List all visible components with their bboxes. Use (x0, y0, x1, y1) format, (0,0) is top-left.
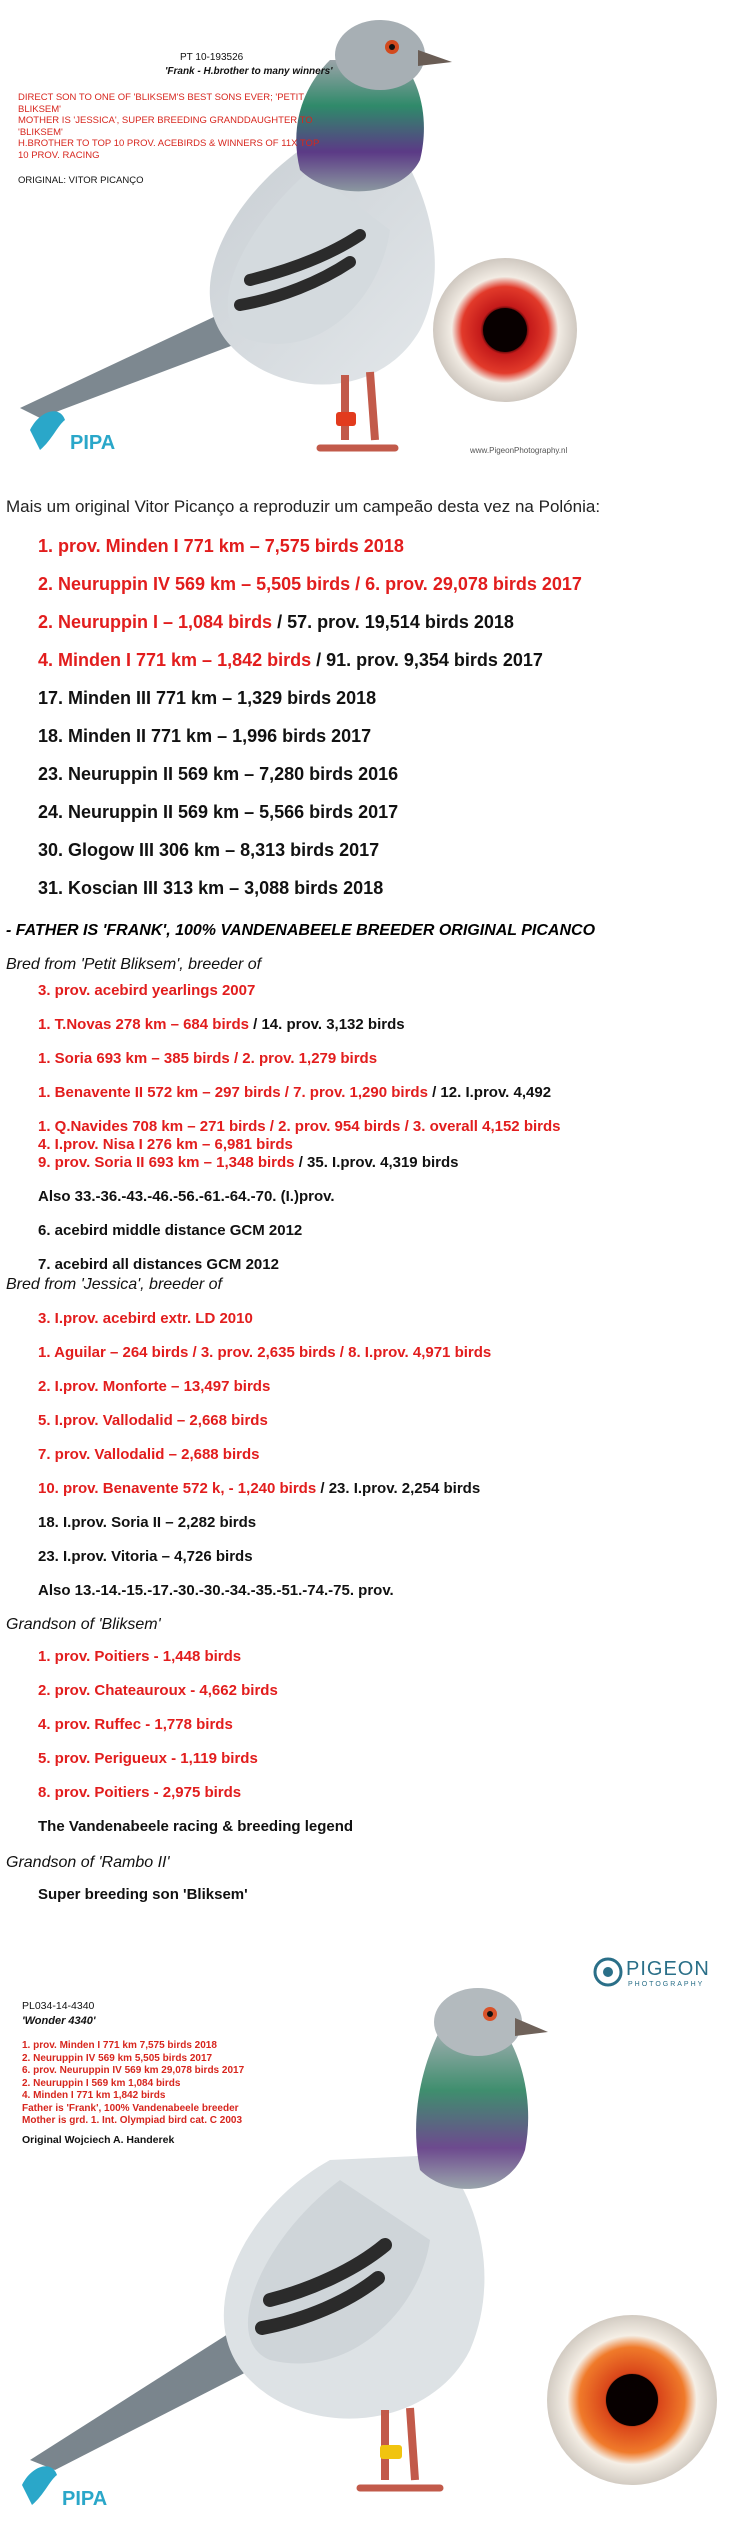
list-item (38, 1378, 491, 1412)
list-item (38, 1514, 491, 1548)
item-black: 6. acebird middle distance GCM 2012 (38, 1222, 303, 1239)
result-black: 18. Minden II 771 km – 1,996 birds 2017 (38, 726, 372, 746)
pigeon-illustration-2 (0, 1940, 750, 2521)
list-item (38, 1446, 491, 1480)
note-line: DIRECT SON TO ONE OF 'BLIKSEM'S BEST SONS EVER; 'PETIT (18, 92, 305, 103)
note-line: 10 PROV. RACING (18, 149, 100, 161)
list-item (38, 1716, 353, 1750)
brand-sub: PHOTOGRAPHY (628, 1981, 705, 1988)
list-item (38, 648, 582, 686)
list-item (38, 610, 582, 648)
item-red: 1. prov. Poitiers - 1,448 birds (38, 1648, 242, 1665)
note-line: 2. Neuruppin I 569 km 1,084 birds (22, 2077, 181, 2089)
original-breeder: Original Wojciech A. Handerek (22, 2134, 175, 2146)
item-red: 9. prov. Soria II 693 km – 1,348 birds (38, 1154, 295, 1171)
item-black: 7. acebird all distances GCM 2012 (38, 1256, 279, 1273)
item-red: 5. prov. Perigueux - 1,119 birds (38, 1750, 258, 1767)
section-heading: Bred from 'Jessica', breeder of (6, 1276, 222, 1293)
section-heading: Grandson of 'Bliksem' (6, 1616, 161, 1633)
result-black: / 91. prov. 9,354 birds 2017 (311, 650, 543, 670)
section-list-petit-bliksem (38, 982, 561, 1274)
list-item (38, 686, 582, 724)
note-line: Mother is grd. 1. Int. Olympiad bird cat. C 2003 (22, 2115, 243, 2126)
list-item (38, 1682, 353, 1716)
result-red: 2. Neuruppin IV 569 km – 5,505 birds / 6. prov. 29,078 birds 2017 (38, 574, 582, 594)
list-item (38, 1784, 353, 1818)
item-black: 23. I.prov. Vitoria – 4,726 birds (38, 1548, 253, 1565)
list-item (38, 762, 582, 800)
list-item (38, 1582, 491, 1616)
section-list-rambo (38, 1886, 248, 1920)
note-line: 'BLIKSEM' (18, 126, 63, 138)
item-red: 3. I.prov. acebird extr. LD 2010 (38, 1310, 253, 1327)
item-red: 1. Soria 693 km – 385 birds / 2. prov. 1,279 birds (38, 1050, 378, 1067)
pipa-logo: PIPA (70, 432, 116, 454)
item-black: 18. I.prov. Soria II – 2,282 birds (38, 1514, 257, 1531)
item-black: The Vandenabeele racing & breeding legend (38, 1818, 354, 1835)
brand-name: PIGEON (626, 1958, 710, 1980)
item-red: 8. prov. Poitiers - 2,975 birds (38, 1784, 242, 1801)
pipa-logo-icon (30, 411, 65, 450)
list-item (38, 1412, 491, 1446)
list-item (38, 1648, 353, 1682)
note-line: H.BROTHER TO TOP 10 PROV. ACEBIRDS & WINNERS OF 11X TOP (18, 138, 320, 149)
section-list-bliksem (38, 1648, 353, 1852)
pedigree-notes (22, 2040, 244, 2128)
result-black: 30. Glogow III 306 km – 8,313 birds 2017 (38, 840, 380, 860)
list-item (38, 1310, 491, 1344)
item-red: 4. I.prov. Nisa I 276 km – 6,981 birds (38, 1136, 293, 1153)
list-item (38, 1886, 248, 1920)
section-heading: Bred from 'Petit Bliksem', breeder of (6, 956, 262, 973)
item-red: 1. Aguilar – 264 birds / 3. prov. 2,635 birds / 8. I.prov. 4,971 birds (38, 1344, 492, 1361)
result-black: 17. Minden III 771 km – 1,329 birds 2018 (38, 688, 377, 708)
item-red: 1. T.Novas 278 km – 684 birds (38, 1016, 249, 1033)
note-line: 6. prov. Neuruppin IV 569 km 29,078 birds 2017 (22, 2065, 245, 2076)
item-red: 2. I.prov. Monforte – 13,497 birds (38, 1378, 271, 1395)
pipa-logo-icon (22, 2466, 57, 2505)
list-item (38, 982, 561, 1016)
item-black: / 23. I.prov. 2,254 birds (316, 1480, 481, 1497)
pigeon-name: 'Frank - H.brother to many winners' (165, 66, 333, 77)
pigeon-photo-frank (0, 0, 750, 482)
father-heading: - FATHER IS 'FRANK', 100% VANDENABEELE BREEDER ORIGINAL PICANCO (6, 922, 596, 939)
item-black: / 14. prov. 3,132 birds (248, 1016, 405, 1033)
list-item (38, 800, 582, 838)
note-line: Father is 'Frank', 100% Vandenabeele breeder (22, 2102, 239, 2114)
list-item (38, 1118, 561, 1136)
list-item (38, 1256, 561, 1274)
item-red: 3. prov. acebird yearlings 2007 (38, 982, 256, 999)
list-item (38, 534, 582, 572)
list-item (38, 1750, 353, 1784)
item-red: 10. prov. Benavente 572 k, - 1,240 birds (38, 1480, 317, 1497)
pedigree-notes (18, 92, 319, 161)
list-item (38, 1136, 561, 1154)
note-line: 1. prov. Minden I 771 km 7,575 birds 2018 (22, 2040, 217, 2051)
item-black: Also 33.-36.-43.-46.-56.-61.-64.-70. (I.)prov. (38, 1188, 335, 1205)
item-black: Super breeding son 'Bliksem' (38, 1886, 248, 1903)
item-black: / 12. I.prov. 4,492 (427, 1084, 552, 1101)
section-heading: Grandson of 'Rambo II' (6, 1854, 170, 1871)
result-red: 2. Neuruppin I – 1,084 birds (38, 612, 273, 632)
list-item (38, 572, 582, 610)
list-item (38, 1480, 491, 1514)
section-list-jessica (38, 1310, 491, 1616)
list-item (38, 1344, 491, 1378)
item-red: 2. prov. Chateauroux - 4,662 birds (38, 1682, 278, 1699)
list-item (38, 1818, 353, 1852)
photo-credit: www.PigeonPhotography.nl (470, 446, 568, 455)
intro-text: Mais um original Vitor Picanço a reproduzir um campeão desta vez na Polónia: (6, 497, 601, 516)
note-line: 4. Minden I 771 km 1,842 birds (22, 2090, 166, 2101)
item-black: Also 13.-14.-15.-17.-30.-30.-34.-35.-51.-74.-75. prov. (38, 1582, 394, 1599)
list-item (38, 1050, 561, 1084)
item-red: 1. Benavente II 572 km – 297 birds / 7. prov. 1,290 birds (38, 1084, 428, 1101)
item-red: 5. I.prov. Vallodalid – 2,668 birds (38, 1412, 268, 1429)
ring-number: PL034-14-4340 (22, 2000, 95, 2012)
result-black: / 57. prov. 19,514 birds 2018 (272, 612, 514, 632)
note-line: 2. Neuruppin IV 569 km 5,505 birds 2017 (22, 2052, 213, 2064)
note-line: MOTHER IS 'JESSICA', SUPER BREEDING GRANDDAUGHTER TO (18, 115, 313, 126)
pipa-logo: PIPA (62, 2488, 108, 2510)
results-list (38, 534, 582, 914)
result-black: 31. Koscian III 313 km – 3,088 birds 2018 (38, 878, 384, 898)
pigeon-illustration-1 (0, 0, 750, 482)
list-item (38, 1084, 561, 1118)
item-red: 1. Q.Navides 708 km – 271 birds / 2. prov. 954 birds / 3. overall 4,152 birds (38, 1118, 561, 1135)
result-red: 1. prov. Minden I 771 km – 7,575 birds 2018 (38, 536, 404, 556)
list-item (38, 1222, 561, 1256)
item-red: 7. prov. Vallodalid – 2,688 birds (38, 1446, 260, 1463)
list-item (38, 876, 582, 914)
list-item (38, 1188, 561, 1222)
pigeon-name: 'Wonder 4340' (22, 2015, 96, 2027)
pigeon-photo-wonder (0, 1940, 750, 2521)
list-item (38, 1548, 491, 1582)
list-item (38, 838, 582, 876)
result-red: 4. Minden I 771 km – 1,842 birds (38, 650, 312, 670)
note-line: BLIKSEM' (18, 103, 61, 115)
original-breeder: ORIGINAL: VITOR PICANÇO (18, 175, 144, 186)
ring-number: PT 10-193526 (180, 52, 244, 63)
list-item (38, 1154, 561, 1188)
item-black: / 35. I.prov. 4,319 birds (294, 1154, 459, 1171)
result-black: 23. Neuruppin II 569 km – 7,280 birds 2016 (38, 764, 399, 784)
list-item (38, 1016, 561, 1050)
item-red: 4. prov. Ruffec - 1,778 birds (38, 1716, 233, 1733)
list-item (38, 724, 582, 762)
result-black: 24. Neuruppin II 569 km – 5,566 birds 2017 (38, 802, 399, 822)
